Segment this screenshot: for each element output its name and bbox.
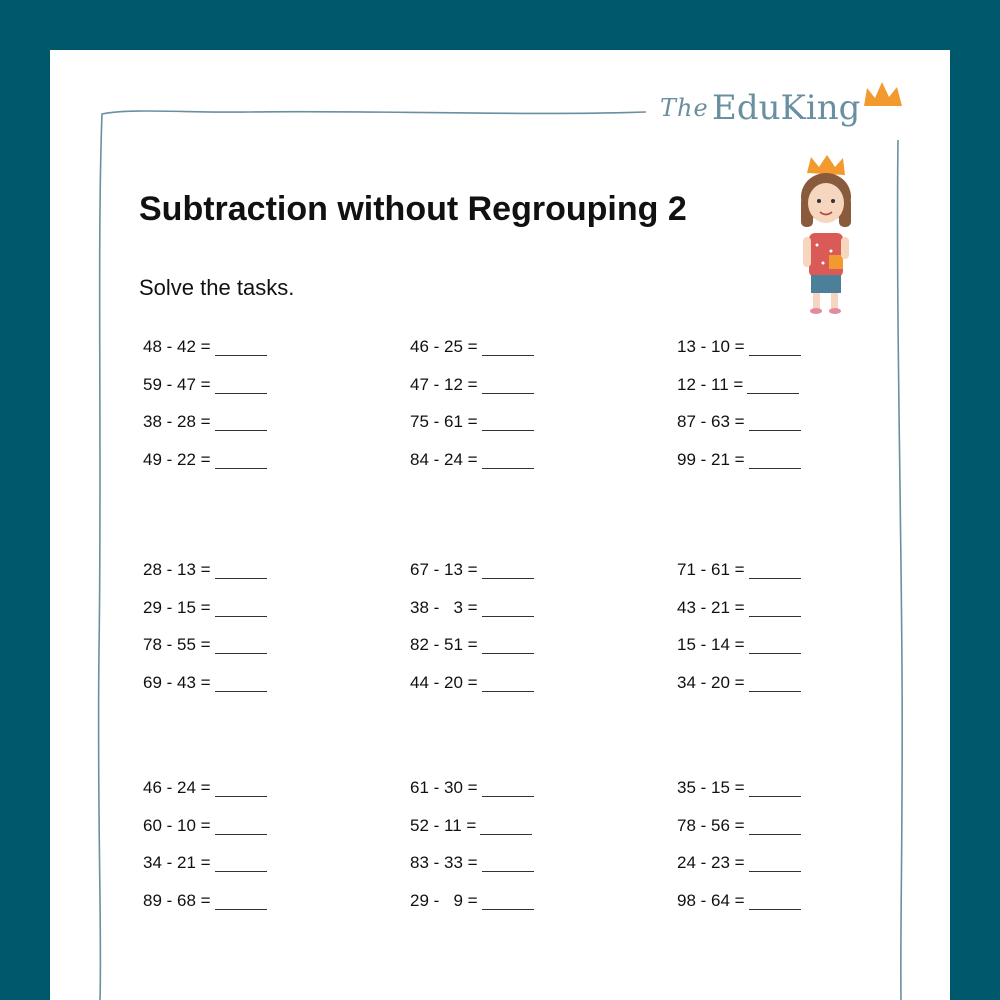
subtraction-task (677, 851, 801, 875)
task-expression: 75 - 61 = (410, 412, 478, 432)
task-expression: 49 - 22 = (143, 450, 211, 470)
task-expression: 82 - 51 = (410, 635, 478, 655)
eduking-logo (660, 80, 910, 140)
task-expression: 12 - 11 = (677, 374, 744, 394)
task-expression: 15 - 14 = (677, 635, 745, 655)
answer-blank[interactable] (749, 615, 801, 617)
subtraction-task (677, 373, 799, 397)
subtraction-task (677, 889, 801, 913)
subtraction-task (410, 633, 534, 657)
task-expression: 13 - 10 = (677, 337, 745, 356)
subtraction-task (677, 448, 801, 472)
subtraction-task (143, 776, 267, 800)
subtraction-task (143, 410, 267, 434)
answer-blank[interactable] (749, 467, 801, 469)
answer-blank[interactable] (482, 615, 534, 617)
answer-blank[interactable] (749, 429, 801, 431)
subtraction-task (143, 633, 267, 657)
answer-blank[interactable] (215, 908, 267, 910)
subtraction-task (410, 448, 534, 472)
subtraction-task (143, 558, 267, 582)
answer-blank[interactable] (482, 392, 534, 394)
answer-blank[interactable] (215, 795, 267, 797)
task-expression: 34 - 20 = (677, 673, 745, 693)
task-expression: 48 - 42 = (143, 337, 211, 356)
task-expression: 78 - 55 = (143, 635, 211, 655)
answer-blank[interactable] (482, 908, 534, 910)
answer-blank[interactable] (749, 652, 801, 654)
task-expression: 71 - 61 = (677, 560, 745, 579)
answer-blank[interactable] (482, 870, 534, 872)
subtraction-task (677, 558, 801, 582)
answer-blank[interactable] (749, 870, 801, 872)
answer-blank[interactable] (215, 467, 267, 469)
answer-blank[interactable] (749, 354, 801, 356)
task-expression: 24 - 23 = (677, 853, 745, 873)
answer-blank[interactable] (215, 870, 267, 872)
answer-blank[interactable] (482, 354, 534, 356)
task-expression: 47 - 12 = (410, 374, 478, 394)
task-expression: 34 - 21 = (143, 853, 211, 873)
page-title: Subtraction without Regrouping 2 (139, 190, 687, 228)
subtraction-task (143, 889, 267, 913)
answer-blank[interactable] (482, 795, 534, 797)
subtraction-task (143, 851, 267, 875)
answer-blank[interactable] (215, 392, 267, 394)
logo-prefix: The (660, 94, 709, 122)
subtraction-task (677, 335, 801, 359)
answer-blank[interactable] (215, 690, 267, 692)
task-expression: 52 - 11 = (410, 815, 477, 835)
worksheet-page (50, 50, 950, 1000)
crown-icon (862, 80, 904, 110)
task-expression: 46 - 24 = (143, 778, 211, 797)
task-expression: 46 - 25 = (410, 337, 478, 356)
subtraction-task (410, 335, 534, 359)
task-expression: 98 - 64 = (677, 891, 745, 911)
task-expression: 43 - 21 = (677, 597, 745, 617)
task-expression: 44 - 20 = (410, 673, 478, 693)
answer-blank[interactable] (482, 690, 534, 692)
task-expression: 61 - 30 = (410, 778, 478, 797)
task-expression: 38 - 28 = (143, 412, 211, 432)
answer-blank[interactable] (480, 833, 532, 835)
answer-blank[interactable] (482, 467, 534, 469)
subtraction-task (143, 373, 267, 397)
instruction-text: Solve the tasks. (139, 275, 295, 300)
task-expression: 28 - 13 = (143, 560, 211, 579)
subtraction-task (410, 596, 534, 620)
task-expression: 35 - 15 = (677, 778, 745, 797)
subtraction-task (410, 851, 534, 875)
task-expression: 29 - 15 = (143, 597, 211, 617)
task-expression: 84 - 24 = (410, 450, 478, 470)
subtraction-task (143, 596, 267, 620)
task-expression: 59 - 47 = (143, 374, 211, 394)
logo-name: EduKing (712, 88, 861, 128)
girl-with-crown-illustration (785, 155, 865, 315)
answer-blank[interactable] (215, 652, 267, 654)
subtraction-task (410, 814, 532, 838)
subtraction-task (410, 776, 534, 800)
answer-blank[interactable] (215, 429, 267, 431)
subtraction-task (143, 671, 267, 695)
task-expression: 38 - 3 = (410, 597, 478, 617)
subtraction-task (410, 410, 534, 434)
answer-blank[interactable] (749, 577, 801, 579)
answer-blank[interactable] (215, 577, 267, 579)
subtraction-task (677, 410, 801, 434)
answer-blank[interactable] (215, 833, 267, 835)
answer-blank[interactable] (749, 908, 801, 910)
task-expression: 67 - 13 = (410, 560, 478, 579)
task-expression: 78 - 56 = (677, 815, 745, 835)
subtraction-task (410, 373, 534, 397)
subtraction-task (410, 558, 534, 582)
subtraction-task (677, 814, 801, 838)
task-expression: 89 - 68 = (143, 891, 211, 911)
subtraction-task (677, 776, 801, 800)
task-expression: 83 - 33 = (410, 853, 478, 873)
subtraction-task (143, 814, 267, 838)
answer-blank[interactable] (749, 690, 801, 692)
answer-blank[interactable] (749, 833, 801, 835)
answer-blank[interactable] (482, 577, 534, 579)
task-expression: 60 - 10 = (143, 815, 211, 835)
subtraction-task (410, 889, 534, 913)
subtraction-task (677, 633, 801, 657)
subtraction-task (143, 448, 267, 472)
task-expression: 87 - 63 = (677, 412, 745, 432)
subtraction-task (143, 335, 267, 359)
subtraction-task (677, 671, 801, 695)
task-expression: 29 - 9 = (410, 891, 478, 911)
answer-blank[interactable] (482, 429, 534, 431)
answer-blank[interactable] (215, 615, 267, 617)
answer-blank[interactable] (749, 795, 801, 797)
task-expression: 99 - 21 = (677, 450, 745, 470)
answer-blank[interactable] (747, 392, 799, 394)
subtraction-task (410, 671, 534, 695)
task-expression: 69 - 43 = (143, 673, 211, 693)
answer-blank[interactable] (215, 354, 267, 356)
answer-blank[interactable] (482, 652, 534, 654)
subtraction-task (677, 596, 801, 620)
